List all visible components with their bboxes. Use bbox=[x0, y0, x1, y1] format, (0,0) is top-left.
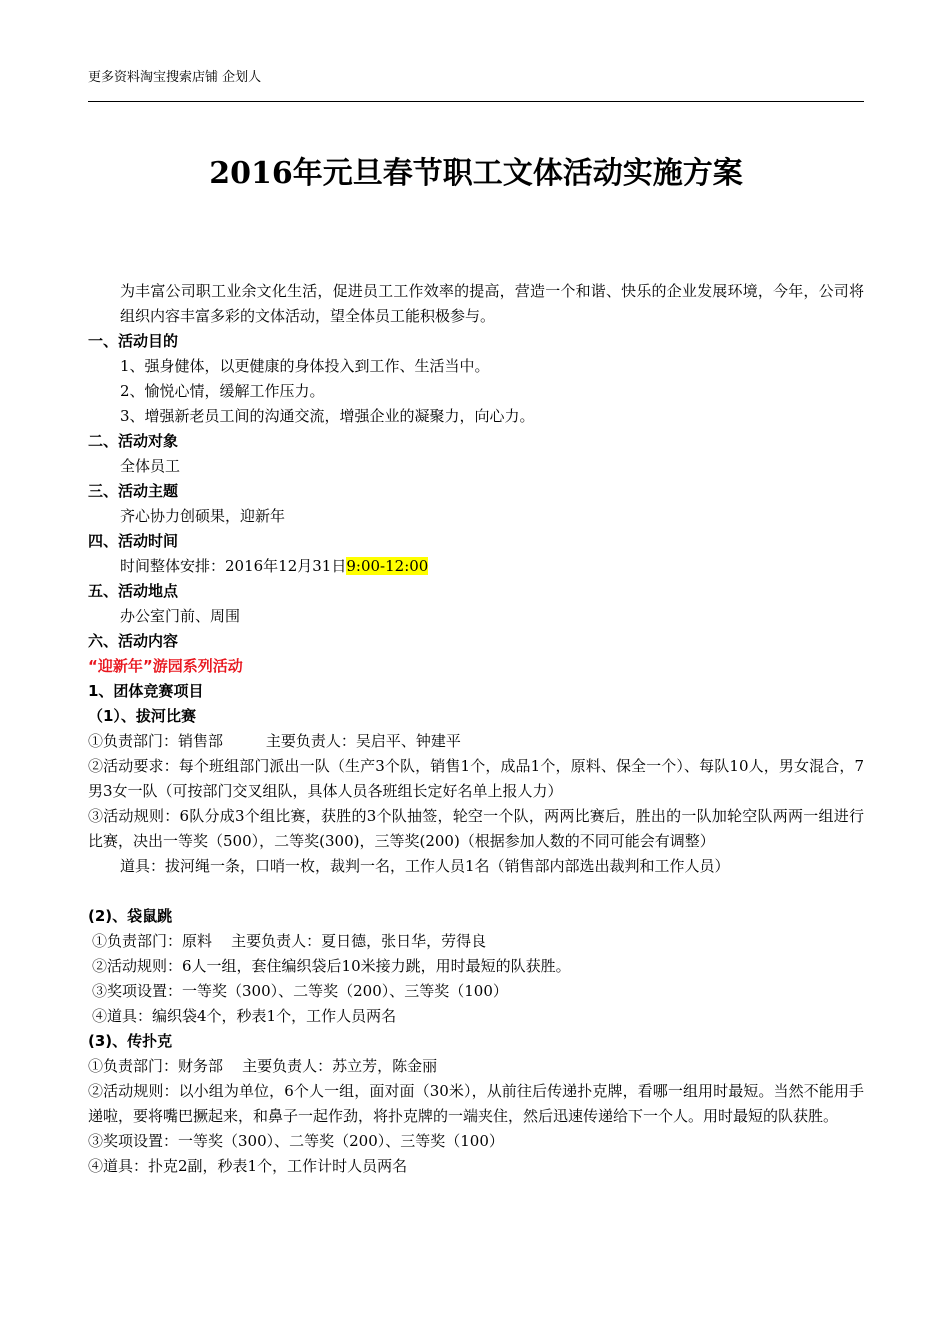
section-heading-purpose: 一、活动目的 bbox=[88, 332, 179, 350]
tug-rules: ③活动规则：6队分成3个组比赛，获胜的3个队抽签，轮空一个队，两两比赛后，胜出的一队加轮空队两两一组进行比赛，决出一等奖（500），二等奖(300)，三等奖(200)（根据参加人数的不同可能会有调整） bbox=[88, 807, 864, 850]
section-heading-content: 六、活动内容 bbox=[88, 632, 179, 650]
time-highlight: 9:00-12:00 bbox=[346, 557, 429, 575]
activity-series-subtitle: “迎新年”游园系列活动 bbox=[88, 657, 243, 675]
purpose-item: 2、愉悦心情，缓解工作压力。 bbox=[120, 382, 325, 400]
page-header-text: 更多资料淘宝搜索店铺 企划人 bbox=[88, 70, 262, 85]
section-heading-audience: 二、活动对象 bbox=[88, 432, 179, 450]
section-heading-time: 四、活动时间 bbox=[88, 532, 179, 550]
team-events-heading: 1、团体竞赛项目 bbox=[88, 682, 204, 700]
cards-prizes: ③奖项设置：一等奖（300）、二等奖（200）、三等奖（100） bbox=[88, 1132, 504, 1150]
pass-cards-heading: (3)、传扑克 bbox=[88, 1032, 173, 1050]
kangaroo-props: ④道具：编织袋4个，秒表1个，工作人员两名 bbox=[92, 1007, 397, 1025]
time-prefix: 时间整体安排：2016年12月31日 bbox=[120, 557, 347, 575]
kangaroo-rules: ②活动规则：6人一组，套住编织袋后10米接力跳，用时最短的队获胜。 bbox=[92, 957, 571, 975]
document-title: 2016年元旦春节职工文体活动实施方案 bbox=[209, 156, 743, 191]
intro-paragraph: 为丰富公司职工业余文化生活，促进员工工作效率的提高，营造一个和谐、快乐的企业发展环境，今年，公司将组织内容丰富多彩的文体活动，望全体员工能积极参与。 bbox=[120, 282, 864, 325]
section-heading-theme: 三、活动主题 bbox=[88, 482, 179, 500]
kangaroo-prizes: ③奖项设置：一等奖（300）、二等奖（200）、三等奖（100） bbox=[92, 982, 508, 1000]
audience-text: 全体员工 bbox=[120, 457, 181, 475]
tug-of-war-heading: （1）、拔河比赛 bbox=[88, 707, 196, 725]
kangaroo-dept: ①负责部门：原料 主要负责人：夏日德，张日华，劳得良 bbox=[92, 932, 487, 950]
tug-requirement: ②活动要求：每个班组部门派出一队（生产3个队，销售1个，成品1个，原料、保全一个）、每队10人，男女混合，7男3女一队（可按部门交叉组队，具体人员各班组长定好名单上报人力） bbox=[88, 757, 864, 800]
tug-props: 道具：拔河绳一条，口哨一枚，裁判一名，工作人员1名（销售部内部选出裁判和工作人员） bbox=[120, 857, 730, 875]
tug-dept: ①负责部门：销售部 主要负责人：吴启平、钟建平 bbox=[88, 732, 461, 750]
header-divider bbox=[88, 101, 864, 102]
document-body bbox=[88, 279, 864, 1179]
theme-text: 齐心协力创硕果，迎新年 bbox=[120, 507, 286, 525]
kangaroo-jump-heading: (2)、袋鼠跳 bbox=[88, 907, 173, 925]
purpose-item: 1、强身健体，以更健康的身体投入到工作、生活当中。 bbox=[120, 357, 490, 375]
cards-dept: ①负责部门：财务部 主要负责人：苏立芳，陈金丽 bbox=[88, 1057, 438, 1075]
paragraph-gap bbox=[88, 879, 864, 904]
cards-rules: ②活动规则：以小组为单位，6个人一组，面对面（30米），从前往后传递扑克牌，看哪一组用时最短。当然不能用手递啦，要将嘴巴撅起来，和鼻子一起作劲，将扑克牌的一端夹住，然后迅速传递给下一个人。用时最短的队获胜。 bbox=[88, 1082, 864, 1125]
time-text bbox=[88, 554, 864, 579]
section-heading-location: 五、活动地点 bbox=[88, 582, 179, 600]
purpose-item: 3、增强新老员工间的沟通交流，增强企业的凝聚力，向心力。 bbox=[120, 407, 535, 425]
cards-props: ④道具：扑克2副，秒表1个，工作计时人员两名 bbox=[88, 1157, 408, 1175]
location-text: 办公室门前、周围 bbox=[120, 607, 241, 625]
